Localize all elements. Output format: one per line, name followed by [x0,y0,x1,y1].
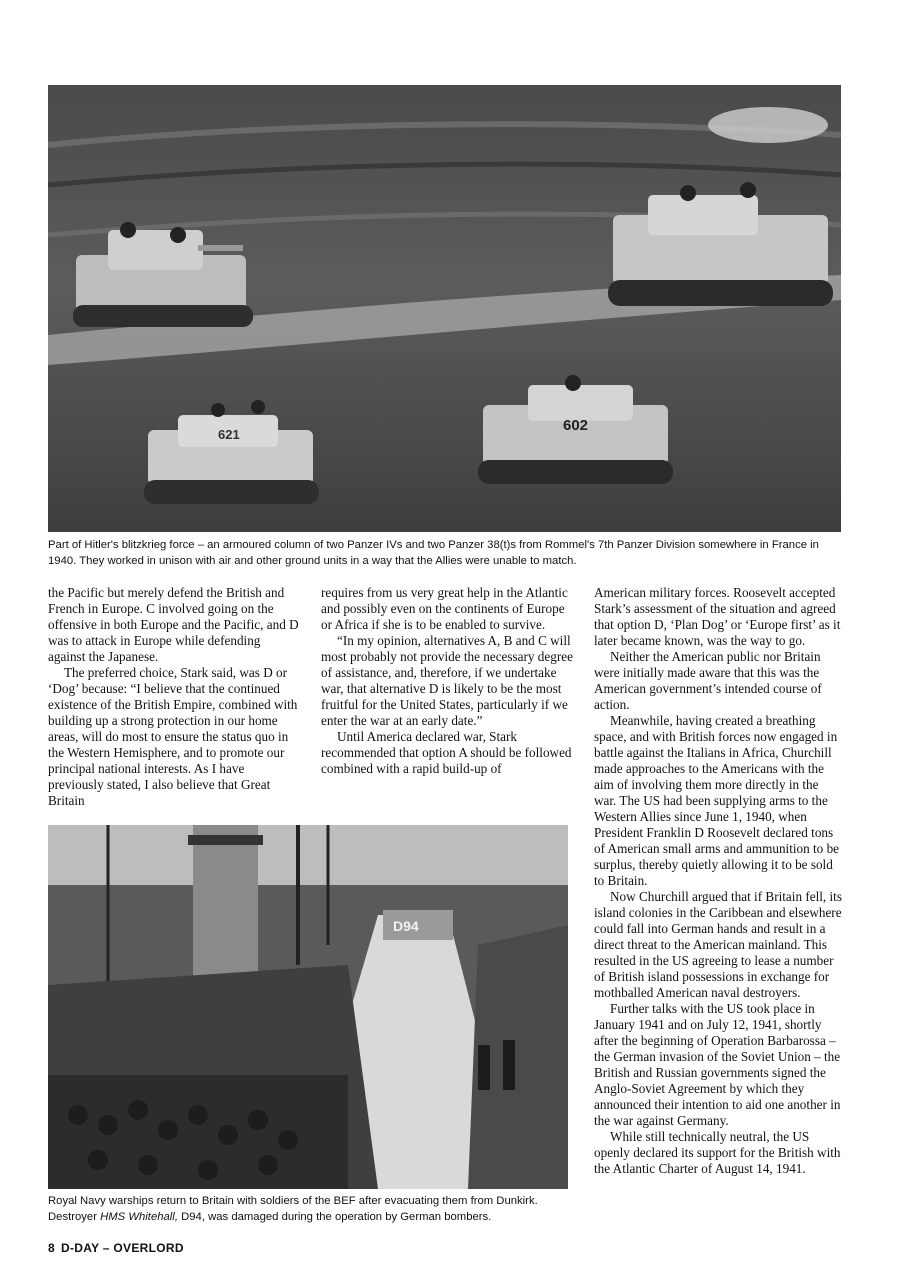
paragraph: American military forces. Roosevelt accepted Stark’s assessment of the situation and agreed that option D, ‘Plan Dog’ or ‘Europe first’ as it later became known, was the way to go. [594,585,841,648]
ship-funnel [193,825,258,995]
paragraph: Now Churchill argued that if Britain fell, its island colonies in the Caribbean and elsewhere could fall into German hands and result in a direct threat to the American mainland. This resulted in the US agreeing to lease a number of British island possessions in exchange for mothballed American naval destroyers. [594,889,842,1000]
caption-dunkirk-line1: Royal Navy warships return to Britain with soldiers of the BEF after evacuating them from Dunkirk. [48,1195,538,1207]
text-column-2 [321,585,573,777]
text-column-3 [594,585,844,1177]
publication-title: D-DAY – OVERLORD [60,1241,184,1255]
caption-dunkirk-pre: Destroyer [48,1211,101,1223]
tank-marking-621: 621 [218,427,240,442]
paragraph: Neither the American public nor Britain were initially made aware that this was the American government’s intended course of action. [594,649,822,712]
paragraph: the Pacific but merely defend the British and French in Europe. C involved going on the offensive in both Europe and the Pacific, and D was to attack in Europe while defending against the Japanese. [48,585,299,664]
hull-marking-d94: D94 [393,918,419,934]
caption-ship-name: HMS Whitehall, [100,1211,178,1223]
paragraph: Until America declared war, Stark recommended that option A should be followed combined with a rapid build-up of [321,729,572,776]
sky [48,825,568,885]
caption-dunkirk [48,1193,588,1225]
dunkirk-warships-illustration [48,825,568,1189]
caption-panzer-column: Part of Hitler's blitzkrieg force – an armoured column of two Panzer IVs and two Panzer 38(t)s from Rommel's 7th Panzer Division somewhere in France in 1940. They worked in unison with air and other ground units in a way that the Allies were unable to match. [48,539,819,567]
paragraph: The preferred choice, Stark said, was D or ‘Dog’ because: “I believe that the continued existence of the British Empire, combined with building up a strong protection in our home areas, will do most to ensure the status quo in the Western Hemisphere, and to promote our principal national interests. As I have previously stated, I also believe that Great Britain [48,665,298,808]
paragraph: “In my opinion, alternatives A, B and C will most probably not provide the necessary degree of assistance, and, therefore, if we undertake war, that alternative D is likely to be the most fruitful for the United States, particularly if we enter the war at an early date.” [321,633,573,728]
paragraph: Meanwhile, having created a breathing space, and with British forces now engaged in battle against the Italians in Africa, Churchill made approaches to the Americans with the aim of involving them more directly in the war. The US had been supplying arms to the Western Allies since June 1, 1940, when President Franklin D Roosevelt declared tons of American small arms and ammunition to be surplus, thereby quietly allowing it to be sold to Britain. [594,713,840,888]
paragraph: While still technically neutral, the US openly declared its support for the British with the Atlantic Charter of August 14, 1941. [594,1129,841,1176]
paragraph: Further talks with the US took place in January 1941 and on July 12, 1941, shortly after the beginning of Operation Barbarossa – the German invasion of the Soviet Union – the British and Russian governments signed the Anglo-Soviet Agreement by which they announced their intention to aid one another in the war against Germany. [594,1001,841,1128]
photo-dunkirk-warships [48,825,568,1189]
photo-panzer-column [48,85,841,532]
paragraph: requires from us very great help in the Atlantic and possibly even on the continents of Europe or Africa if she is to be enabled to survive. [321,585,568,632]
page-number: 8 [48,1241,55,1255]
text-column-1 [48,585,300,809]
caption-dunkirk-post: D94, was damaged during the operation by German bombers. [177,1211,492,1223]
tank-marking-602: 602 [563,417,589,434]
panzer-column-illustration [48,85,841,532]
page-folio [48,1241,190,1255]
